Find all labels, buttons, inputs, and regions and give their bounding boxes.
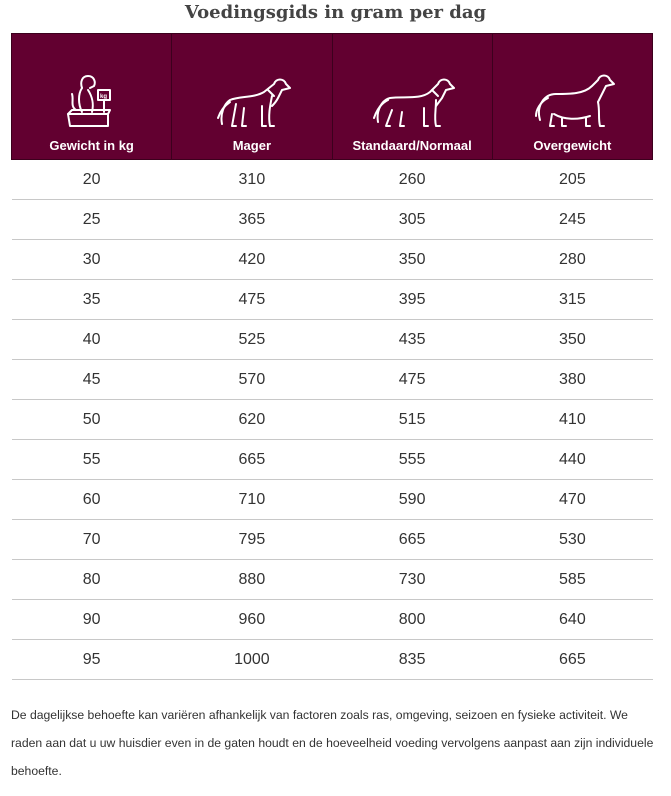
overweight-cell: 470 [492, 480, 652, 520]
column-header-lean [172, 34, 332, 160]
column-header-normal [332, 34, 492, 160]
normal-cell: 800 [332, 600, 492, 640]
normal-cell: 590 [332, 480, 492, 520]
feeding-guide-table [11, 33, 653, 680]
table-row [12, 360, 653, 400]
table-row [12, 440, 653, 480]
table-row [12, 320, 653, 360]
weight-cell: 90 [12, 600, 172, 640]
weight-cell: 80 [12, 560, 172, 600]
normal-dog-icon [364, 74, 460, 134]
overweight-dog-icon [524, 74, 620, 134]
lean-cell: 475 [172, 280, 332, 320]
lean-dog-icon [210, 74, 294, 134]
svg-text:kg: kg [99, 94, 107, 100]
column-header-weight [12, 34, 172, 160]
normal-cell: 395 [332, 280, 492, 320]
lean-cell: 880 [172, 560, 332, 600]
column-header-label: Overgewicht [533, 138, 612, 153]
normal-cell: 305 [332, 200, 492, 240]
overweight-cell: 315 [492, 280, 652, 320]
lean-cell: 365 [172, 200, 332, 240]
normal-cell: 260 [332, 160, 492, 200]
normal-cell: 515 [332, 400, 492, 440]
table-row [12, 200, 653, 240]
lean-cell: 420 [172, 240, 332, 280]
table-row [12, 160, 653, 200]
overweight-cell: 245 [492, 200, 652, 240]
normal-cell: 350 [332, 240, 492, 280]
lean-cell: 620 [172, 400, 332, 440]
overweight-cell: 410 [492, 400, 652, 440]
column-header-label: Mager [232, 138, 272, 153]
table-header-row [12, 34, 653, 160]
table-row [12, 400, 653, 440]
overweight-cell: 640 [492, 600, 652, 640]
column-header-overweight [492, 34, 652, 160]
overweight-cell: 530 [492, 520, 652, 560]
lean-cell: 310 [172, 160, 332, 200]
column-header-label: Gewicht in kg [49, 138, 134, 153]
normal-cell: 435 [332, 320, 492, 360]
page-title: Voedingsgids in gram per dag [184, 2, 487, 23]
column-header-label: Standaard/Normaal [352, 138, 472, 153]
overweight-cell: 665 [492, 640, 652, 680]
table-row [12, 560, 653, 600]
table-row [12, 640, 653, 680]
weight-cell: 40 [12, 320, 172, 360]
weight-cell: 70 [12, 520, 172, 560]
overweight-cell: 350 [492, 320, 652, 360]
table-row [12, 240, 653, 280]
weight-cell: 55 [12, 440, 172, 480]
weight-cell: 95 [12, 640, 172, 680]
normal-cell: 665 [332, 520, 492, 560]
normal-cell: 555 [332, 440, 492, 480]
table-row [12, 480, 653, 520]
feeding-note: De dagelijkse behoefte kan variëren afhankelijk van factoren zoals ras, omgeving, seizoen en fysieke activiteit. We raden aan dat u uw huisdier even in de gaten houdt en de hoeveelheid voeding vervolgens aanpast aan zijn individuele behoefte. [11, 708, 654, 778]
weight-cell: 30 [12, 240, 172, 280]
lean-cell: 795 [172, 520, 332, 560]
overweight-cell: 380 [492, 360, 652, 400]
table-row [12, 600, 653, 640]
overweight-cell: 280 [492, 240, 652, 280]
overweight-cell: 205 [492, 160, 652, 200]
lean-cell: 960 [172, 600, 332, 640]
table-row [12, 280, 653, 320]
lean-cell: 1000 [172, 640, 332, 680]
weight-cell: 60 [12, 480, 172, 520]
normal-cell: 475 [332, 360, 492, 400]
normal-cell: 730 [332, 560, 492, 600]
lean-cell: 710 [172, 480, 332, 520]
lean-cell: 525 [172, 320, 332, 360]
weight-cell: 20 [12, 160, 172, 200]
weight-cell: 45 [12, 360, 172, 400]
weight-cell: 50 [12, 400, 172, 440]
weight-cell: 25 [12, 200, 172, 240]
normal-cell: 835 [332, 640, 492, 680]
dog-on-scale-icon [62, 70, 122, 134]
weight-cell: 35 [12, 280, 172, 320]
overweight-cell: 440 [492, 440, 652, 480]
lean-cell: 570 [172, 360, 332, 400]
overweight-cell: 585 [492, 560, 652, 600]
lean-cell: 665 [172, 440, 332, 480]
table-row [12, 520, 653, 560]
